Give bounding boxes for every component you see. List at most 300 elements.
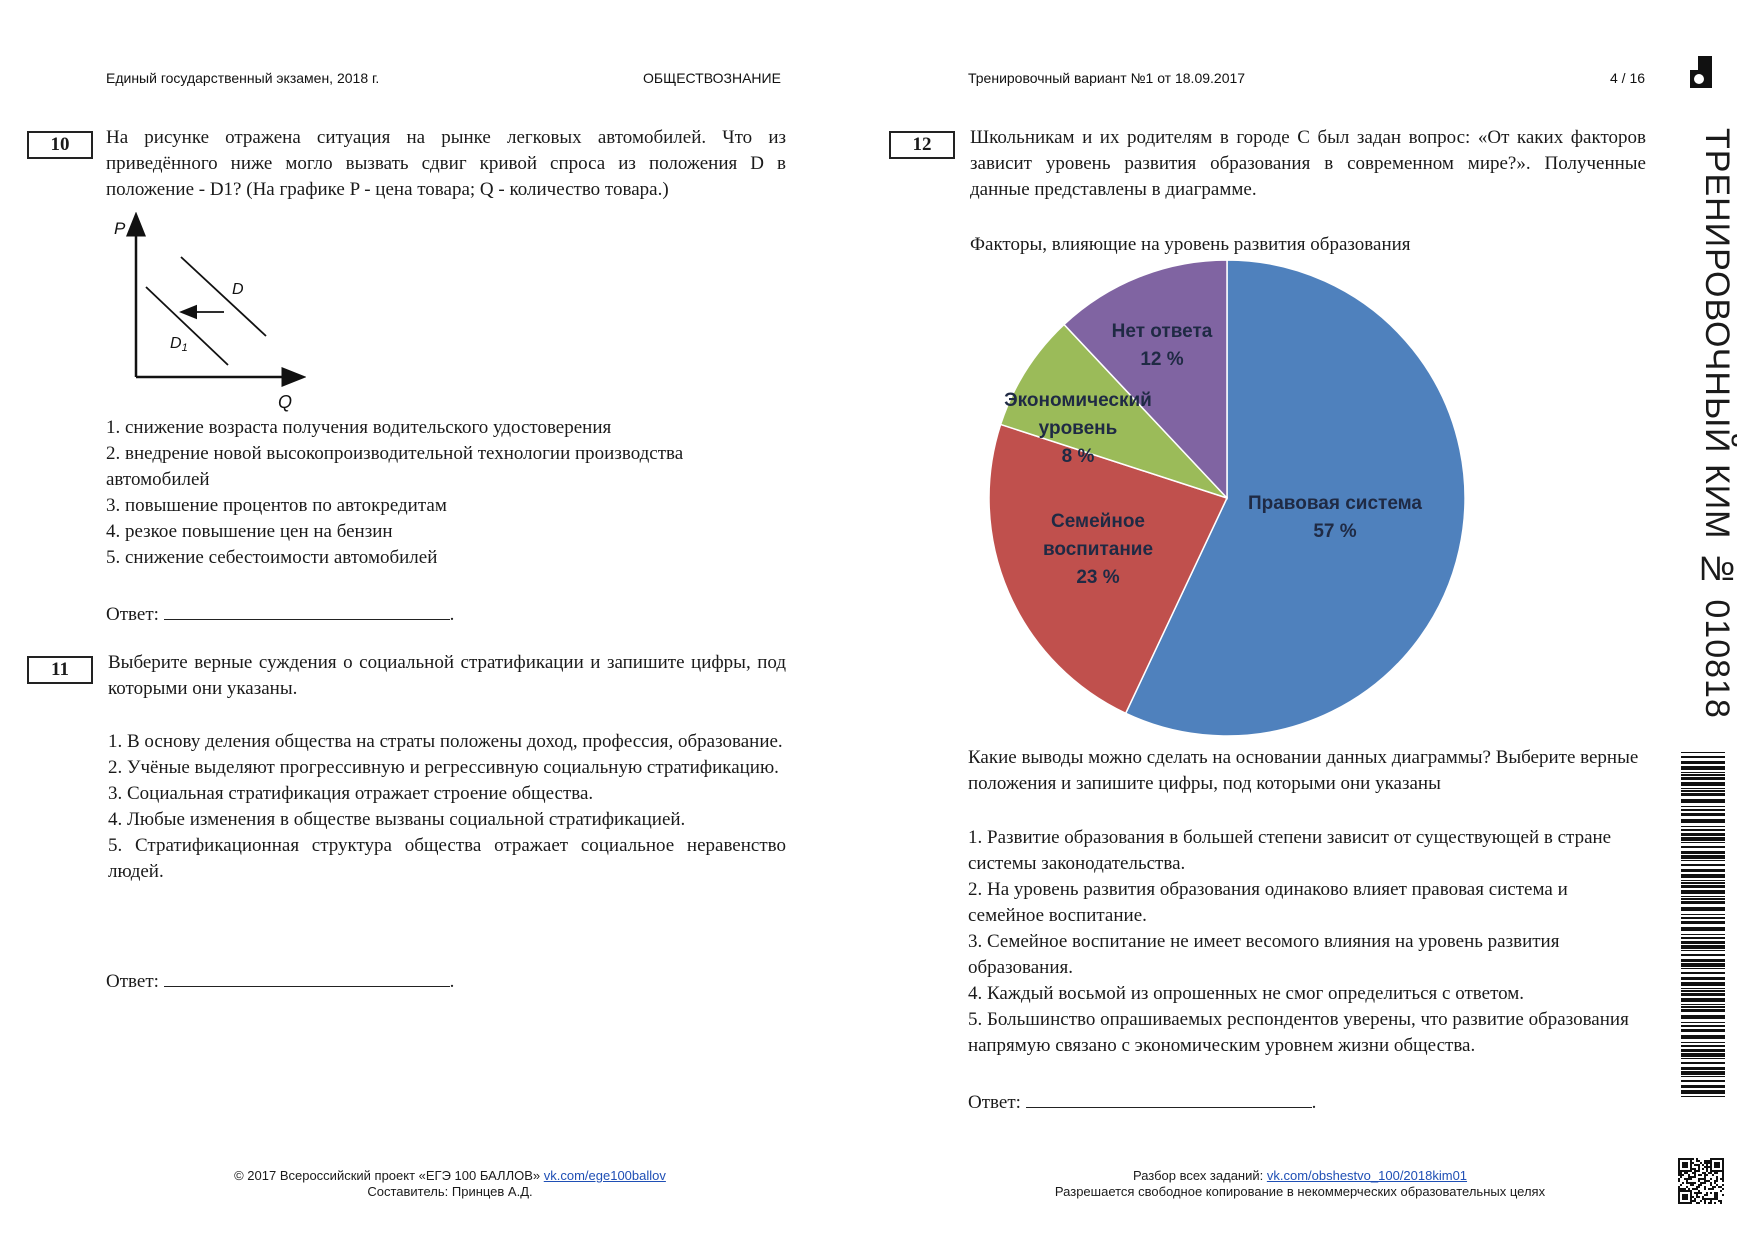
qr-module <box>1684 1158 1686 1160</box>
question-11-answer: Ответ: . <box>106 968 454 993</box>
qr-module <box>1708 1166 1710 1168</box>
qr-module <box>1690 1158 1692 1160</box>
d-label: D <box>232 281 244 298</box>
qr-module <box>1706 1170 1708 1172</box>
list-item: 4. Любые изменения в обществе вызваны социальной стратификацией. <box>108 809 686 830</box>
qr-module <box>1684 1170 1686 1172</box>
qr-module <box>1714 1166 1716 1168</box>
qr-module <box>1686 1198 1688 1200</box>
qr-module <box>1698 1202 1700 1204</box>
qr-module <box>1686 1162 1688 1164</box>
list-item: 2. Учёные выделяют прогрессивную и регрессивную социальную стратификацию. <box>108 757 779 778</box>
chart-title: Факторы, влияющие на уровень развития образования <box>970 234 1411 255</box>
qr-module <box>1708 1162 1710 1164</box>
qr-module <box>1710 1170 1712 1172</box>
qr-module <box>1714 1172 1716 1174</box>
qr-module <box>1700 1200 1702 1202</box>
barcode-bar <box>1681 1042 1725 1043</box>
barcode-bar <box>1681 855 1725 859</box>
qr-module <box>1704 1178 1706 1180</box>
qr-module <box>1678 1186 1680 1188</box>
qr-module <box>1700 1182 1702 1184</box>
barcode-bar <box>1681 1067 1725 1070</box>
qr-module <box>1704 1182 1706 1184</box>
qr-module <box>1698 1186 1700 1188</box>
qr-module <box>1678 1166 1680 1168</box>
qr-module <box>1714 1186 1716 1188</box>
pie-chart <box>985 258 1475 738</box>
qr-module <box>1710 1162 1712 1164</box>
qr-module <box>1686 1190 1688 1192</box>
qr-module <box>1722 1180 1724 1182</box>
qr-module <box>1710 1192 1712 1194</box>
qr-module <box>1698 1180 1700 1182</box>
qr-module <box>1710 1160 1712 1162</box>
barcode-bar <box>1681 1015 1725 1019</box>
qr-module <box>1700 1162 1702 1164</box>
qr-module <box>1680 1202 1682 1204</box>
barcode-icon <box>1681 752 1725 1100</box>
qr-module <box>1682 1164 1684 1166</box>
barcode-bar <box>1681 874 1725 878</box>
qr-module <box>1716 1166 1718 1168</box>
qr-module <box>1704 1160 1706 1162</box>
barcode-bar <box>1681 869 1725 872</box>
qr-module <box>1694 1176 1696 1178</box>
barcode-bar <box>1681 921 1725 924</box>
qr-module <box>1706 1198 1708 1200</box>
barcode-bar <box>1681 1096 1725 1097</box>
qr-module <box>1694 1170 1696 1172</box>
qr-module <box>1710 1198 1712 1200</box>
qr-module <box>1722 1178 1724 1180</box>
qr-module <box>1708 1202 1710 1204</box>
qr-module <box>1678 1162 1680 1164</box>
qr-module <box>1704 1166 1706 1168</box>
answer-label: Ответ: <box>106 971 159 992</box>
answer-field[interactable] <box>1026 1089 1312 1108</box>
qr-module <box>1690 1184 1692 1186</box>
qr-module <box>1692 1200 1694 1202</box>
qr-module <box>1694 1168 1696 1170</box>
qr-module <box>1678 1202 1680 1204</box>
list-item: 4. резкое повышение цен на бензин <box>106 521 393 542</box>
qr-module <box>1716 1192 1718 1194</box>
qr-module <box>1698 1192 1700 1194</box>
vertical-title: ТРЕНИРОВОЧНЫЙ КИМ № 010818 <box>1698 128 1736 719</box>
barcode-bar <box>1681 950 1725 951</box>
barcode-bar <box>1681 1085 1725 1088</box>
qr-module <box>1696 1192 1698 1194</box>
qr-module <box>1686 1180 1688 1182</box>
qr-module <box>1704 1202 1706 1204</box>
qr-module <box>1684 1172 1686 1174</box>
barcode-bar <box>1681 833 1725 836</box>
qr-module <box>1684 1166 1686 1168</box>
qr-module <box>1720 1202 1722 1204</box>
qr-module <box>1706 1168 1708 1170</box>
header-exam: Единый государственный экзамен, 2018 г. <box>106 70 380 86</box>
list-item: 2. внедрение новой высокопроизводительной технологии производства автомобилей <box>106 443 684 490</box>
qr-module <box>1702 1172 1704 1174</box>
qr-module <box>1690 1168 1692 1170</box>
qr-module <box>1688 1202 1690 1204</box>
qr-module <box>1682 1188 1684 1190</box>
qr-module <box>1694 1164 1696 1166</box>
barcode-bar <box>1681 934 1725 935</box>
qr-module <box>1710 1158 1712 1160</box>
qr-module <box>1678 1180 1680 1182</box>
barcode-bar <box>1681 756 1725 758</box>
qr-module <box>1682 1194 1684 1196</box>
qr-module <box>1698 1174 1700 1176</box>
header-variant: Тренировочный вариант №1 от 18.09.2017 <box>968 70 1246 86</box>
barcode-bar <box>1681 1071 1725 1075</box>
qr-module <box>1694 1172 1696 1174</box>
question-12-answer: Ответ: . <box>968 1089 1316 1114</box>
barcode-bar <box>1681 1045 1725 1047</box>
qr-module <box>1704 1180 1706 1182</box>
qr-module <box>1686 1164 1688 1166</box>
question-10-answer: Ответ: . <box>106 601 454 626</box>
qr-module <box>1686 1186 1688 1188</box>
d1-label: D1 <box>170 335 188 354</box>
qr-module <box>1706 1162 1708 1164</box>
question-12-question: Какие выводы можно сделать на основании данных диаграммы? Выберите верные положения и запишите цифры, под которыми они указаны <box>968 747 1639 794</box>
qr-module <box>1678 1178 1680 1180</box>
footer-copyright: © 2017 Всероссийский проект «ЕГЭ 100 БАЛЛОВ» <box>234 1168 544 1183</box>
barcode-bar <box>1681 993 1725 996</box>
qr-module <box>1686 1170 1688 1172</box>
barcode-bar <box>1681 752 1725 753</box>
qr-module <box>1716 1164 1718 1166</box>
answer-field[interactable] <box>164 601 450 620</box>
qr-module <box>1690 1196 1692 1198</box>
barcode-bar <box>1681 860 1725 861</box>
qr-module <box>1716 1170 1718 1172</box>
question-12-text: Школьникам и их родителям в городе С был задан вопрос: «От каких факторов зависит уровень развития образования в современном мире?». Полученные данные представлены в диаграмме. <box>970 127 1646 200</box>
barcode-bar <box>1681 880 1725 881</box>
pie-slice-label: Экономический уровень 8 % <box>1004 390 1152 467</box>
qr-module <box>1680 1158 1682 1160</box>
qr-module <box>1720 1158 1722 1160</box>
barcode-bar <box>1681 927 1725 931</box>
list-item: 5. Стратификационная структура общества отражает социальное неравенство людей. <box>108 835 786 882</box>
qr-module <box>1678 1158 1680 1160</box>
footer-right-link[interactable]: vk.com/obshestvo_100/2018kim01 <box>1266 1168 1468 1183</box>
qr-module <box>1696 1196 1698 1198</box>
barcode-bar <box>1681 809 1725 811</box>
barcode-bar <box>1681 945 1725 949</box>
barcode-bar <box>1681 1009 1725 1012</box>
qr-module <box>1722 1164 1724 1166</box>
barcode-bar <box>1681 766 1725 770</box>
qr-module <box>1684 1194 1686 1196</box>
qr-module <box>1710 1166 1712 1168</box>
qr-module <box>1710 1164 1712 1166</box>
qr-module <box>1690 1202 1692 1204</box>
qr-module <box>1690 1190 1692 1192</box>
list-item: 1. Развитие образования в большей степени зависит от существующей в стране системы законодательства. <box>968 827 1612 874</box>
qr-module <box>1708 1160 1710 1162</box>
qr-module <box>1720 1200 1722 1202</box>
qr-module <box>1706 1174 1708 1176</box>
qr-module <box>1698 1168 1700 1170</box>
qr-module <box>1690 1170 1692 1172</box>
question-12-number: 12 <box>889 131 955 159</box>
qr-module <box>1704 1186 1706 1188</box>
qr-module <box>1722 1160 1724 1162</box>
qr-module <box>1686 1172 1688 1174</box>
question-10-text: На рисунке отражена ситуация на рынке легковых автомобилей. Что из приведённого ниже могло вызвать сдвиг кривой спроса из положения D в положение - D1? (На графике P - цена товара; Q - количество товара.) <box>106 127 786 200</box>
qr-module <box>1702 1178 1704 1180</box>
barcode-bar <box>1681 842 1725 843</box>
qr-module <box>1716 1194 1718 1196</box>
barcode-bar <box>1681 959 1725 962</box>
barcode-bar <box>1681 1025 1725 1027</box>
barcode-bar <box>1681 990 1725 992</box>
qr-module <box>1696 1158 1698 1160</box>
barcode-bar <box>1681 777 1725 780</box>
barcode-bar <box>1681 1080 1725 1082</box>
qr-module <box>1708 1198 1710 1200</box>
barcode-bar <box>1681 851 1725 854</box>
qr-module <box>1690 1192 1692 1194</box>
qr-module <box>1688 1182 1690 1184</box>
answer-label: Ответ: <box>968 1092 1021 1113</box>
barcode-bar <box>1681 1058 1725 1059</box>
pie-slice-label: Семейное воспитание 23 % <box>1042 511 1154 588</box>
barcode-bar <box>1681 1006 1725 1008</box>
barcode-bar <box>1681 1053 1725 1057</box>
qr-module <box>1706 1194 1708 1196</box>
qr-module <box>1716 1184 1718 1186</box>
qr-module <box>1696 1194 1698 1196</box>
qr-module <box>1682 1190 1684 1192</box>
qr-module <box>1704 1174 1706 1176</box>
qr-module <box>1706 1166 1708 1168</box>
qr-module <box>1698 1170 1700 1172</box>
barcode-bar <box>1681 799 1725 803</box>
qr-module <box>1678 1194 1680 1196</box>
qr-module <box>1696 1186 1698 1188</box>
qr-module <box>1722 1174 1724 1176</box>
barcode-bar <box>1681 885 1725 888</box>
qr-module <box>1686 1194 1688 1196</box>
barcode-bar <box>1681 882 1725 884</box>
qr-module <box>1692 1168 1694 1170</box>
qr-module <box>1678 1188 1680 1190</box>
qr-module <box>1720 1170 1722 1172</box>
qr-module <box>1712 1186 1714 1188</box>
qr-module <box>1688 1158 1690 1160</box>
qr-module <box>1682 1158 1684 1160</box>
footer-analysis: Разбор всех заданий: <box>1132 1168 1267 1183</box>
qr-module <box>1706 1164 1708 1166</box>
barcode-bar <box>1681 937 1725 939</box>
qr-module <box>1708 1188 1710 1190</box>
qr-code-icon <box>1678 1158 1724 1204</box>
barcode-bar <box>1681 793 1725 796</box>
qr-module <box>1692 1196 1694 1198</box>
list-item: 3. Семейное воспитание не имеет весомого влияния на уровень развития образования. <box>968 931 1560 978</box>
qr-module <box>1714 1202 1716 1204</box>
qr-module <box>1704 1172 1706 1174</box>
demand-curve-d <box>181 257 266 336</box>
qr-module <box>1708 1180 1710 1182</box>
qr-module <box>1722 1194 1724 1196</box>
qr-module <box>1706 1192 1708 1194</box>
barcode-bar <box>1681 806 1725 807</box>
qr-module <box>1690 1166 1692 1168</box>
barcode-bar <box>1681 941 1725 944</box>
qr-module <box>1684 1188 1686 1190</box>
qr-module <box>1720 1178 1722 1180</box>
qr-module <box>1694 1182 1696 1184</box>
qr-module <box>1696 1188 1698 1190</box>
barcode-bar <box>1681 761 1725 764</box>
qr-module <box>1712 1170 1714 1172</box>
qr-module <box>1686 1158 1688 1160</box>
qr-module <box>1694 1188 1696 1190</box>
qr-module <box>1716 1178 1718 1180</box>
qr-module <box>1698 1196 1700 1198</box>
barcode-bar <box>1681 914 1725 915</box>
qr-module <box>1694 1198 1696 1200</box>
qr-module <box>1686 1196 1688 1198</box>
qr-module <box>1690 1198 1692 1200</box>
qr-module <box>1714 1196 1716 1198</box>
qr-module <box>1682 1198 1684 1200</box>
qr-module <box>1694 1192 1696 1194</box>
qr-module <box>1686 1178 1688 1180</box>
barcode-bar <box>1681 917 1725 919</box>
qr-module <box>1690 1182 1692 1184</box>
answer-label: Ответ: <box>106 604 159 625</box>
qr-module <box>1710 1172 1712 1174</box>
q-axis-label: Q <box>278 392 293 412</box>
qr-module <box>1714 1192 1716 1194</box>
qr-module <box>1678 1172 1680 1174</box>
pie-slice-label: Нет ответа 12 % <box>1111 321 1213 370</box>
qr-module <box>1682 1196 1684 1198</box>
barcode-bar <box>1681 813 1725 816</box>
qr-module <box>1712 1198 1714 1200</box>
qr-module <box>1698 1190 1700 1192</box>
barcode-bar <box>1681 819 1725 823</box>
answer-field[interactable] <box>164 968 450 987</box>
qr-module <box>1710 1202 1712 1204</box>
qr-module <box>1680 1170 1682 1172</box>
qr-module <box>1714 1164 1716 1166</box>
footer-left-link[interactable]: vk.com/ege100ballov <box>543 1168 666 1183</box>
barcode-bar <box>1681 1035 1725 1039</box>
qr-module <box>1714 1170 1716 1172</box>
barcode-bar <box>1681 998 1725 1002</box>
qr-module <box>1712 1174 1714 1176</box>
qr-module <box>1688 1178 1690 1180</box>
question-11-text: Выберите верные суждения о социальной стратификации и запишите цифры, под которыми они указаны. <box>108 652 786 699</box>
barcode-bar <box>1681 772 1725 773</box>
list-item: 1. снижение возраста получения водительского удостоверения <box>106 417 612 438</box>
header-page: 4 / 16 <box>1610 70 1646 86</box>
demand-shift-graph <box>106 212 306 412</box>
qr-module <box>1702 1164 1704 1166</box>
p-axis-label: P <box>114 219 126 238</box>
barcode-bar <box>1681 837 1725 841</box>
qr-module <box>1718 1200 1720 1202</box>
qr-module <box>1714 1182 1716 1184</box>
qr-module <box>1702 1182 1704 1184</box>
qr-module <box>1684 1164 1686 1166</box>
qr-module <box>1718 1162 1720 1164</box>
qr-module <box>1714 1194 1716 1196</box>
qr-module <box>1706 1180 1708 1182</box>
qr-module <box>1702 1198 1704 1200</box>
qr-module <box>1678 1170 1680 1172</box>
barcode-bar <box>1681 1029 1725 1032</box>
barcode-bar <box>1681 963 1725 967</box>
qr-module <box>1678 1160 1680 1162</box>
qr-module <box>1678 1190 1680 1192</box>
qr-module <box>1678 1200 1680 1202</box>
qr-module <box>1688 1190 1690 1192</box>
qr-module <box>1720 1190 1722 1192</box>
qr-module <box>1682 1170 1684 1172</box>
qr-module <box>1678 1164 1680 1166</box>
qr-module <box>1688 1170 1690 1172</box>
qr-module <box>1678 1168 1680 1170</box>
qr-module <box>1708 1172 1710 1174</box>
qr-module <box>1722 1162 1724 1164</box>
qr-module <box>1700 1184 1702 1186</box>
qr-module <box>1692 1184 1694 1186</box>
barcode-bar <box>1681 788 1725 789</box>
qr-module <box>1686 1166 1688 1168</box>
qr-module <box>1700 1192 1702 1194</box>
qr-module <box>1718 1166 1720 1168</box>
qr-module <box>1698 1178 1700 1180</box>
qr-module <box>1680 1174 1682 1176</box>
qr-module <box>1714 1162 1716 1164</box>
qr-module <box>1690 1194 1692 1196</box>
qr-module <box>1722 1166 1724 1168</box>
barcode-bar <box>1681 1022 1725 1023</box>
question-10-options <box>106 415 786 571</box>
qr-module <box>1686 1202 1688 1204</box>
footer-left <box>190 1168 710 1200</box>
qr-module <box>1696 1202 1698 1204</box>
barcode-bar <box>1681 890 1725 894</box>
barcode-bar <box>1681 972 1725 974</box>
qr-module <box>1680 1172 1682 1174</box>
qr-module <box>1722 1170 1724 1172</box>
corner-marker-icon <box>1690 56 1712 88</box>
qr-module <box>1700 1178 1702 1180</box>
qr-module <box>1716 1198 1718 1200</box>
barcode-bar <box>1681 988 1725 989</box>
qr-module <box>1680 1184 1682 1186</box>
qr-module <box>1722 1176 1724 1178</box>
barcode-bar <box>1681 898 1725 900</box>
qr-module <box>1722 1184 1724 1186</box>
qr-module <box>1690 1176 1692 1178</box>
qr-module <box>1692 1172 1694 1174</box>
qr-module <box>1716 1162 1718 1164</box>
qr-module <box>1710 1188 1712 1190</box>
qr-module <box>1710 1178 1712 1180</box>
barcode-bar <box>1681 846 1725 848</box>
